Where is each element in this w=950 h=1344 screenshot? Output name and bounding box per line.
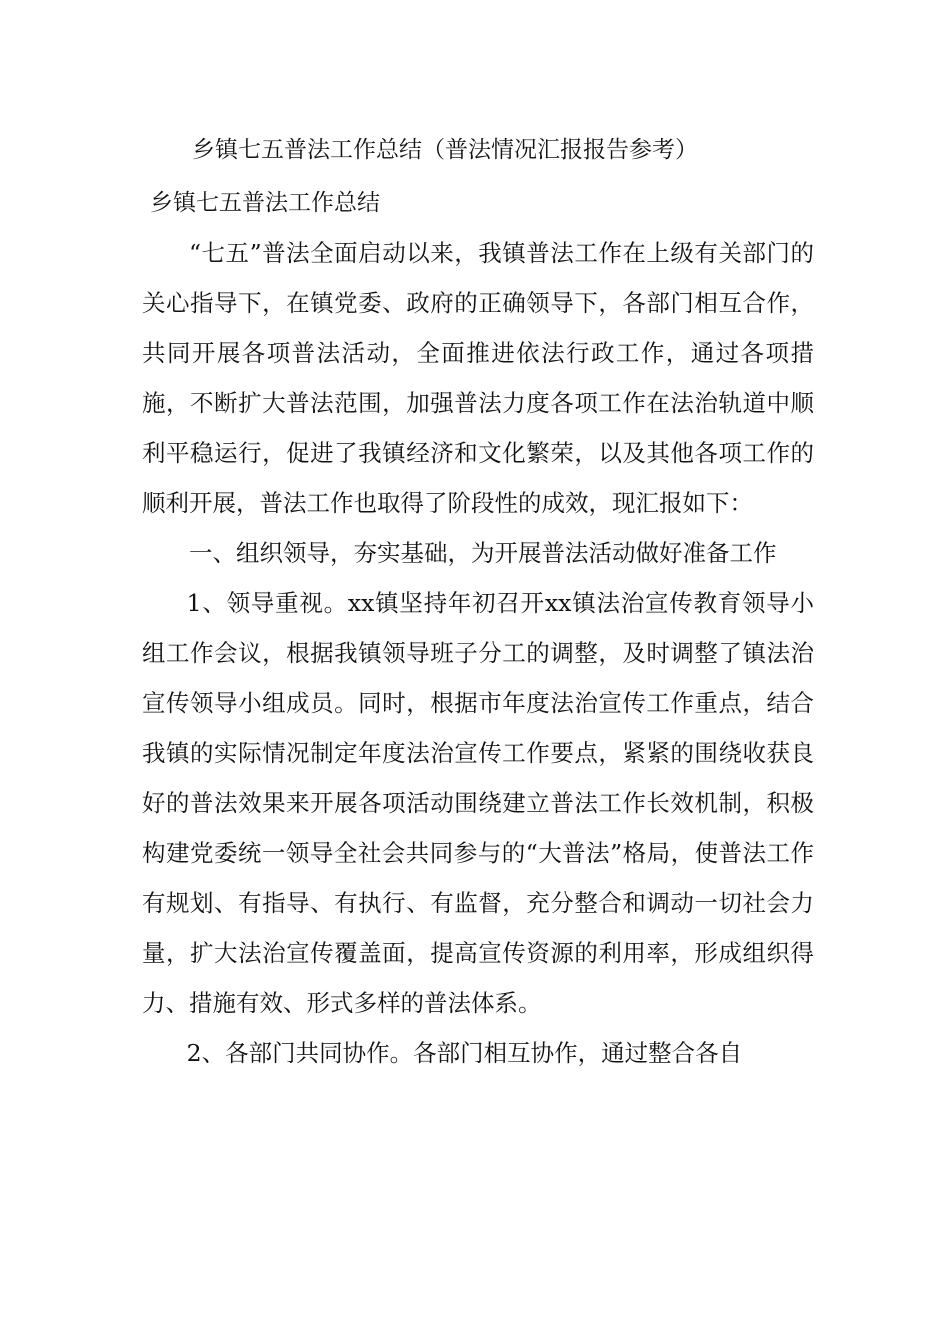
intro-paragraph: “七五”普法全面启动以来，我镇普法工作在上级有关部门的关心指导下，在镇党委、政府的正确领导下，各部门相互合作，共同开展各项普法活动，全面推进依法行政工作，通过各项措施，不断扩大普法范围，加强普法力度各项工作在法治轨道中顺利平稳运行，促进了我镇经济和文化繁荣，以及其他各项工作的顺利开展，普法工作也取得了阶段性的成效，现汇报如下： xyxy=(142,239,814,517)
document-title: 乡镇七五普法工作总结（普法情况汇报报告参考） xyxy=(192,137,698,163)
section-heading-1: 一、组织领导，夯实基础，为开展普法活动做好准备工作 xyxy=(189,539,777,567)
numbered-paragraph-1: 1、领导重视。xx镇坚持年初召开xx镇法治宣传教育领导小组工作会议，根据我镇领导班子分工的调整，及时调整了镇法治宣传领导小组成员。同时，根据市年度法治宣传工作重点，结合我镇的实际情况制定年度法治宣传工作要点，紧紧的围绕收获良好的普法效果来开展各项活动围绕建立普法工作长效机制，积极构建党委统一领导全社会共同参与的“大普法”格局，使普法工作有规划、有指导、有执行、有监督，充分整合和调动一切社会力量，扩大法治宣传覆盖面，提高宣传资源的利用率，形成组织得力、措施有效、形式多样的普法体系。 xyxy=(142,589,814,1017)
document-subtitle: 乡镇七五普法工作总结 xyxy=(150,190,380,216)
numbered-paragraph-2: 2、各部门共同协作。各部门相互协作，通过整合各自 xyxy=(186,1039,743,1067)
document-body xyxy=(142,228,814,1078)
